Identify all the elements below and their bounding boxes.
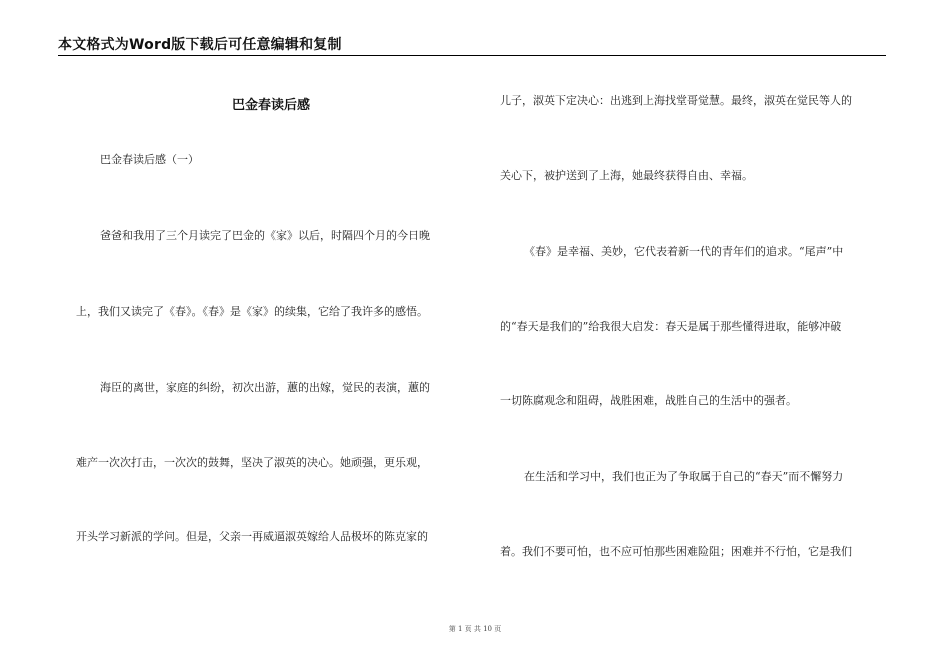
paragraph-line: 难产一次次打击，一次次的鼓舞，坚决了淑英的决心。她顽强，更乐观，	[76, 456, 428, 469]
right-column	[500, 0, 890, 672]
paragraph-line: 一切陈腐观念和阻碍，战胜困难，战胜自己的生活中的强者。	[500, 394, 797, 407]
paragraph-line: 巴金春读后感（一）	[100, 153, 199, 166]
paragraph-line: 在生活和学习中，我们也正为了争取属于自己的“春天”而不懈努力	[524, 470, 844, 483]
paragraph-line: 开头学习新派的学问。但是，父亲一再威逼淑英嫁给人品极坏的陈克家的	[76, 530, 428, 543]
paragraph-line: 爸爸和我用了三个月读完了巴金的《家》以后，时隔四个月的今日晚	[100, 229, 430, 242]
paragraph-line: 关心下，被护送到了上海，她最终获得自由、幸福。	[500, 169, 753, 182]
paragraph-line: 海臣的离世，家庭的纠纷，初次出游，蕙的出嫁，觉民的表演，蕙的	[100, 381, 430, 394]
left-column	[76, 0, 466, 672]
page-number: 第 1 页 共 10 页	[448, 625, 502, 633]
paragraph-line: 上，我们又读完了《春》。《春》是《家》的续集，它给了我许多的感悟。	[76, 305, 428, 318]
paragraph-line: 的“春天是我们的”给我很大启发：春天是属于那些懂得进取，能够冲破	[500, 320, 842, 333]
article-title: 巴金春读后感	[231, 98, 310, 113]
document-header: 本文格式为Word版下载后可任意编辑和复制	[58, 37, 342, 53]
paragraph-line: 《春》是幸福、美妙，它代表着新一代的青年们的追求。“尾声”中	[524, 245, 844, 258]
paragraph-line: 着。我们不要可怕，也不应可怕那些困难险阻；困难并不行怕，它是我们	[500, 545, 852, 558]
paragraph-line: 儿子，淑英下定决心：出逃到上海找堂哥觉慧。最终，淑英在觉民等人的	[500, 94, 852, 107]
